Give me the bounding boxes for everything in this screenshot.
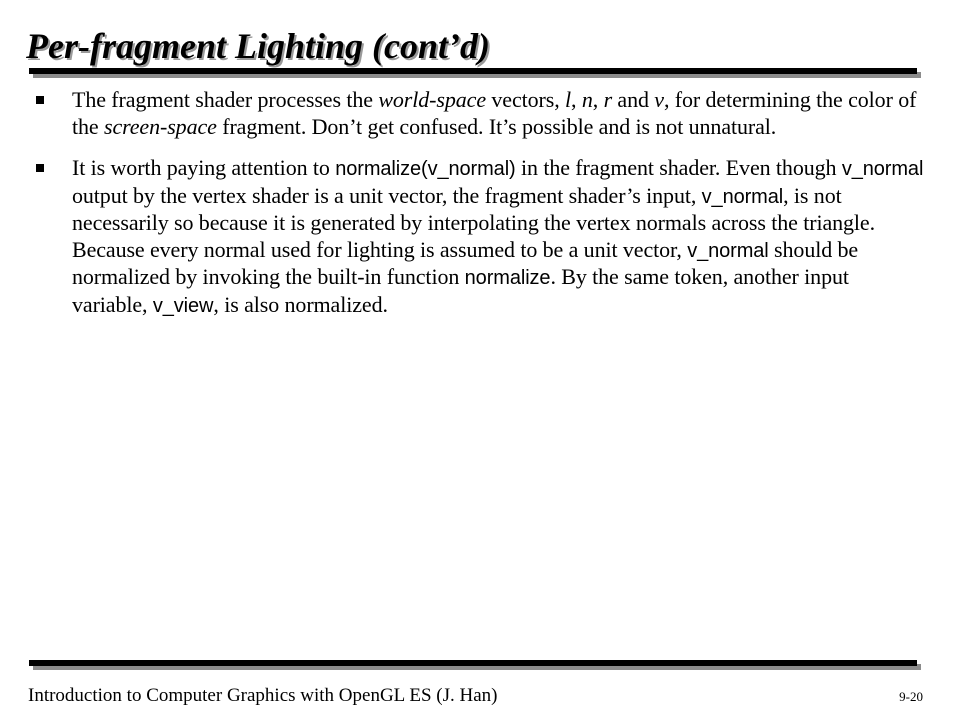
text-run: vectors, bbox=[485, 87, 566, 112]
bullet-text bbox=[72, 155, 923, 317]
title-divider bbox=[29, 68, 917, 74]
text-run: It is worth paying attention to bbox=[72, 155, 336, 180]
text-run: fragment. Don’t get confused. It’s possible and is not unnatural. bbox=[216, 113, 777, 139]
text-run: , bbox=[571, 87, 582, 112]
italic-term: r bbox=[603, 87, 613, 112]
square-bullet-icon bbox=[36, 164, 44, 172]
bullet-item bbox=[36, 87, 926, 140]
text-run: output by the vertex shader is a unit vector, the fragment shader’s input, bbox=[72, 182, 702, 208]
page-number: 9-20 bbox=[899, 689, 923, 704]
bullet-item bbox=[36, 155, 926, 319]
italic-term: screen-space bbox=[103, 113, 217, 139]
text-run: , is also normalized. bbox=[213, 291, 388, 317]
text-run: in the fragment shader. Even though bbox=[515, 155, 842, 180]
code-term: normalize bbox=[464, 267, 551, 289]
footer-divider bbox=[29, 660, 917, 666]
bullet-list bbox=[36, 87, 926, 319]
code-term: normalize(v_normal) bbox=[335, 158, 516, 180]
text-run: , for determining the color of the bbox=[72, 87, 917, 139]
code-term: v_view bbox=[152, 294, 214, 317]
italic-term: n bbox=[581, 87, 593, 112]
square-bullet-icon bbox=[36, 96, 44, 104]
text-run: . By the same token, another input variable, bbox=[72, 264, 849, 317]
slide-title: Per-fragment Lighting (cont’d) bbox=[26, 26, 490, 66]
bullet-text bbox=[72, 87, 916, 139]
text-run: should be normalized by invoking the built-in function bbox=[72, 236, 859, 289]
text-run: , bbox=[592, 87, 604, 112]
italic-term: v bbox=[654, 87, 664, 112]
text-run: The fragment shader processes the bbox=[72, 87, 379, 112]
italic-term: l bbox=[565, 87, 572, 112]
text-run: , is not necessarily so because it is generated by interpolating the vertex normals across the triangle. Because every normal used for lighting is assumed to be a unit vector, bbox=[72, 182, 875, 262]
footer-text: Introduction to Computer Graphics with OpenGL ES (J. Han) bbox=[28, 685, 498, 706]
italic-term: world-space bbox=[378, 87, 486, 112]
text-run: and bbox=[612, 87, 655, 112]
code-term: v_normal bbox=[701, 185, 784, 208]
code-term: v_normal bbox=[687, 239, 769, 262]
code-term: v_normal bbox=[841, 158, 924, 180]
